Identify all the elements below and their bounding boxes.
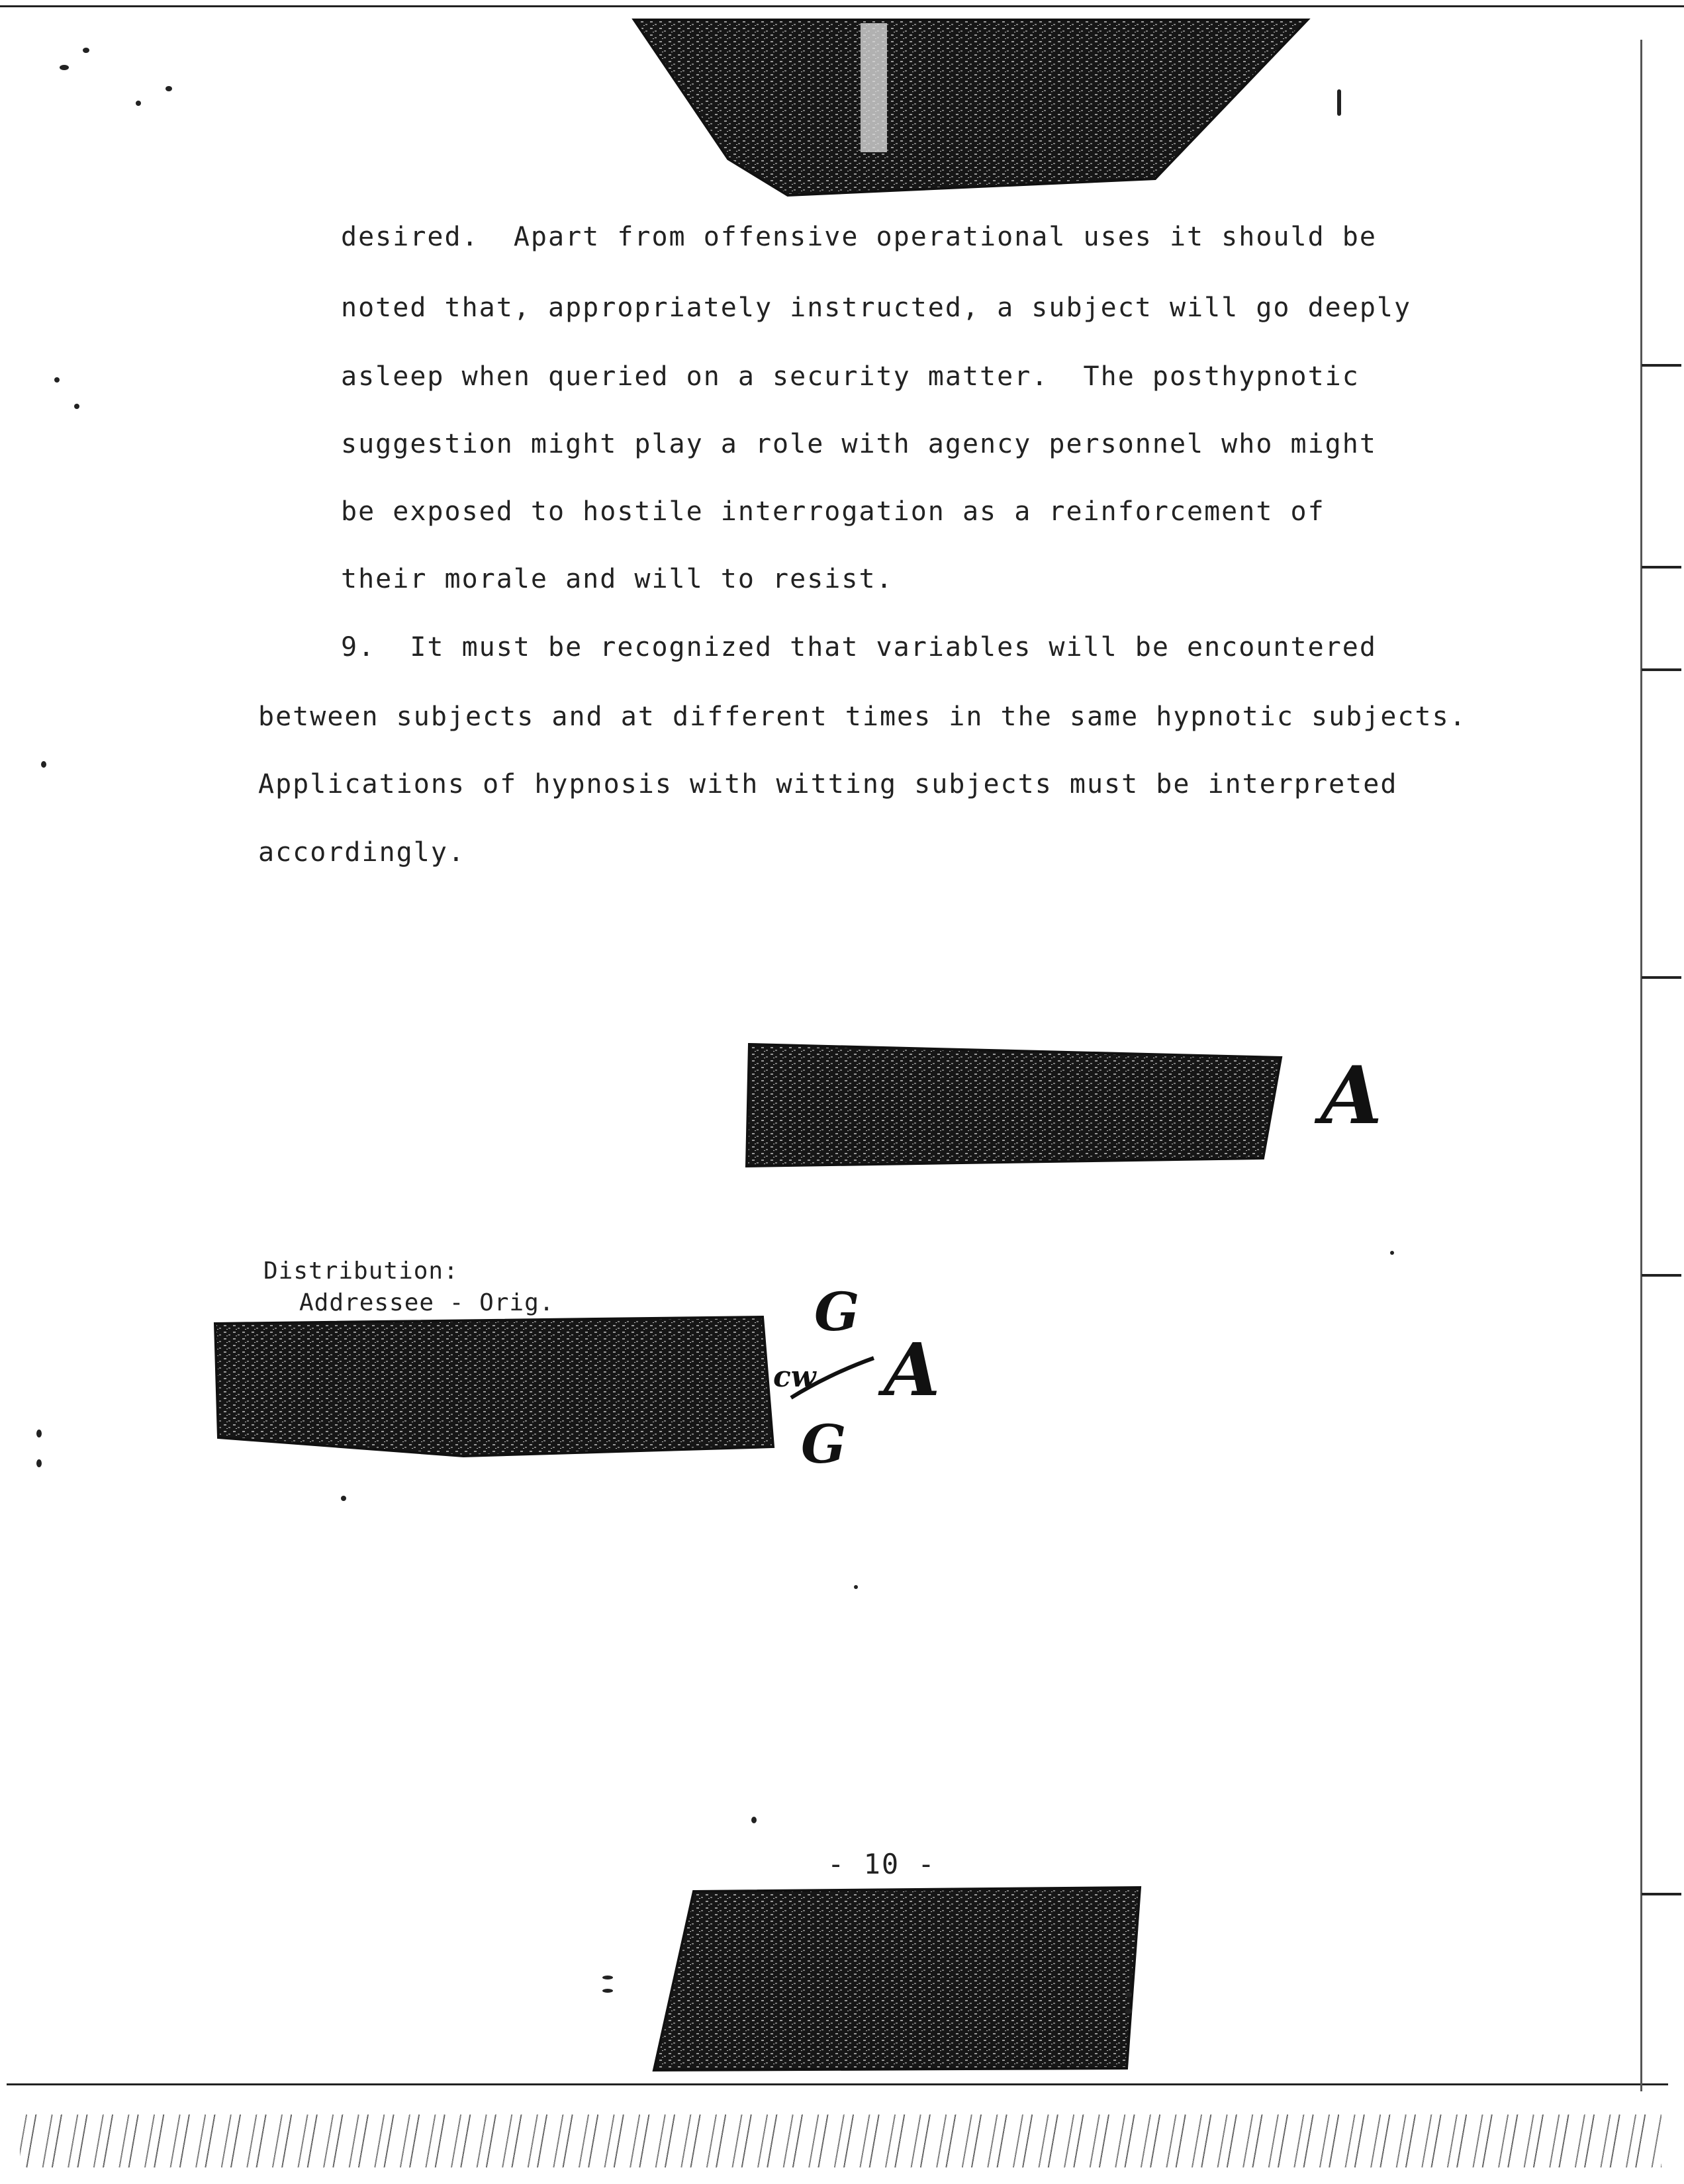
- redaction-block-top: [634, 20, 1307, 195]
- para9-line-4: accordingly.: [258, 837, 465, 868]
- speck: [36, 1430, 42, 1437]
- para9-line-1: 9. It must be recognized that variables will be encountered: [341, 632, 1377, 662]
- handwritten-mark-g-1: G: [814, 1281, 860, 1343]
- margin-tick: [1642, 364, 1681, 367]
- redaction-stripe: [861, 23, 887, 152]
- margin-tick: [1642, 1274, 1681, 1277]
- speck: [83, 48, 89, 53]
- distribution-line-1: Addressee - Orig.: [299, 1289, 555, 1316]
- page-number: - 10 -: [827, 1848, 936, 1880]
- body-line-4: suggestion might play a role with agency personnel who might: [341, 429, 1377, 459]
- redaction-block-middle: [747, 1044, 1281, 1166]
- speck: [54, 377, 60, 383]
- margin-tick: [1642, 668, 1681, 671]
- speck: [602, 1989, 613, 1993]
- body-line-5: be exposed to hostile interrogation as a reinforcement of: [341, 496, 1325, 527]
- speck: [165, 86, 172, 91]
- body-line-6: their morale and will to resist.: [341, 564, 894, 594]
- margin-tick: [1642, 1893, 1681, 1895]
- speck: [41, 761, 46, 768]
- body-line-3: asleep when queried on a security matter. The posthypnotic: [341, 361, 1360, 392]
- margin-tick: [1642, 566, 1681, 569]
- handwritten-mark-cw: cw: [773, 1360, 816, 1394]
- redaction-block-distribution: [215, 1317, 773, 1456]
- handwritten-mark-a-1: A: [1321, 1049, 1383, 1142]
- speck: [602, 1976, 613, 1979]
- bottom-noise-strip: [20, 2115, 1661, 2167]
- speck: [74, 404, 79, 409]
- speck: [1390, 1251, 1394, 1255]
- speck: [751, 1817, 757, 1823]
- distribution-heading: Distribution:: [263, 1257, 459, 1285]
- body-line-2: noted that, appropriately instructed, a subject will go deeply: [341, 293, 1412, 323]
- speck: [60, 65, 69, 70]
- speck: [1125, 2009, 1132, 2014]
- handwritten-mark-a-2: A: [884, 1327, 941, 1412]
- top-rule: [0, 5, 1684, 7]
- speck: [136, 101, 141, 106]
- handwritten-mark-g-2: G: [801, 1413, 847, 1475]
- margin-tick: [1642, 976, 1681, 979]
- speck: [1337, 89, 1341, 116]
- bottom-rule: [7, 2083, 1668, 2085]
- body-line-1: desired. Apart from offensive operational uses it should be: [341, 222, 1377, 252]
- speck: [854, 1585, 858, 1589]
- speck: [341, 1496, 346, 1501]
- para9-line-3: Applications of hypnosis with witting subjects must be interpreted: [258, 769, 1398, 799]
- para9-line-2: between subjects and at different times in the same hypnotic subjects.: [258, 702, 1467, 732]
- speck: [1125, 1992, 1132, 1997]
- speck: [36, 1459, 42, 1467]
- redaction-block-bottom: [654, 1888, 1140, 2070]
- right-margin-line: [1640, 40, 1642, 2091]
